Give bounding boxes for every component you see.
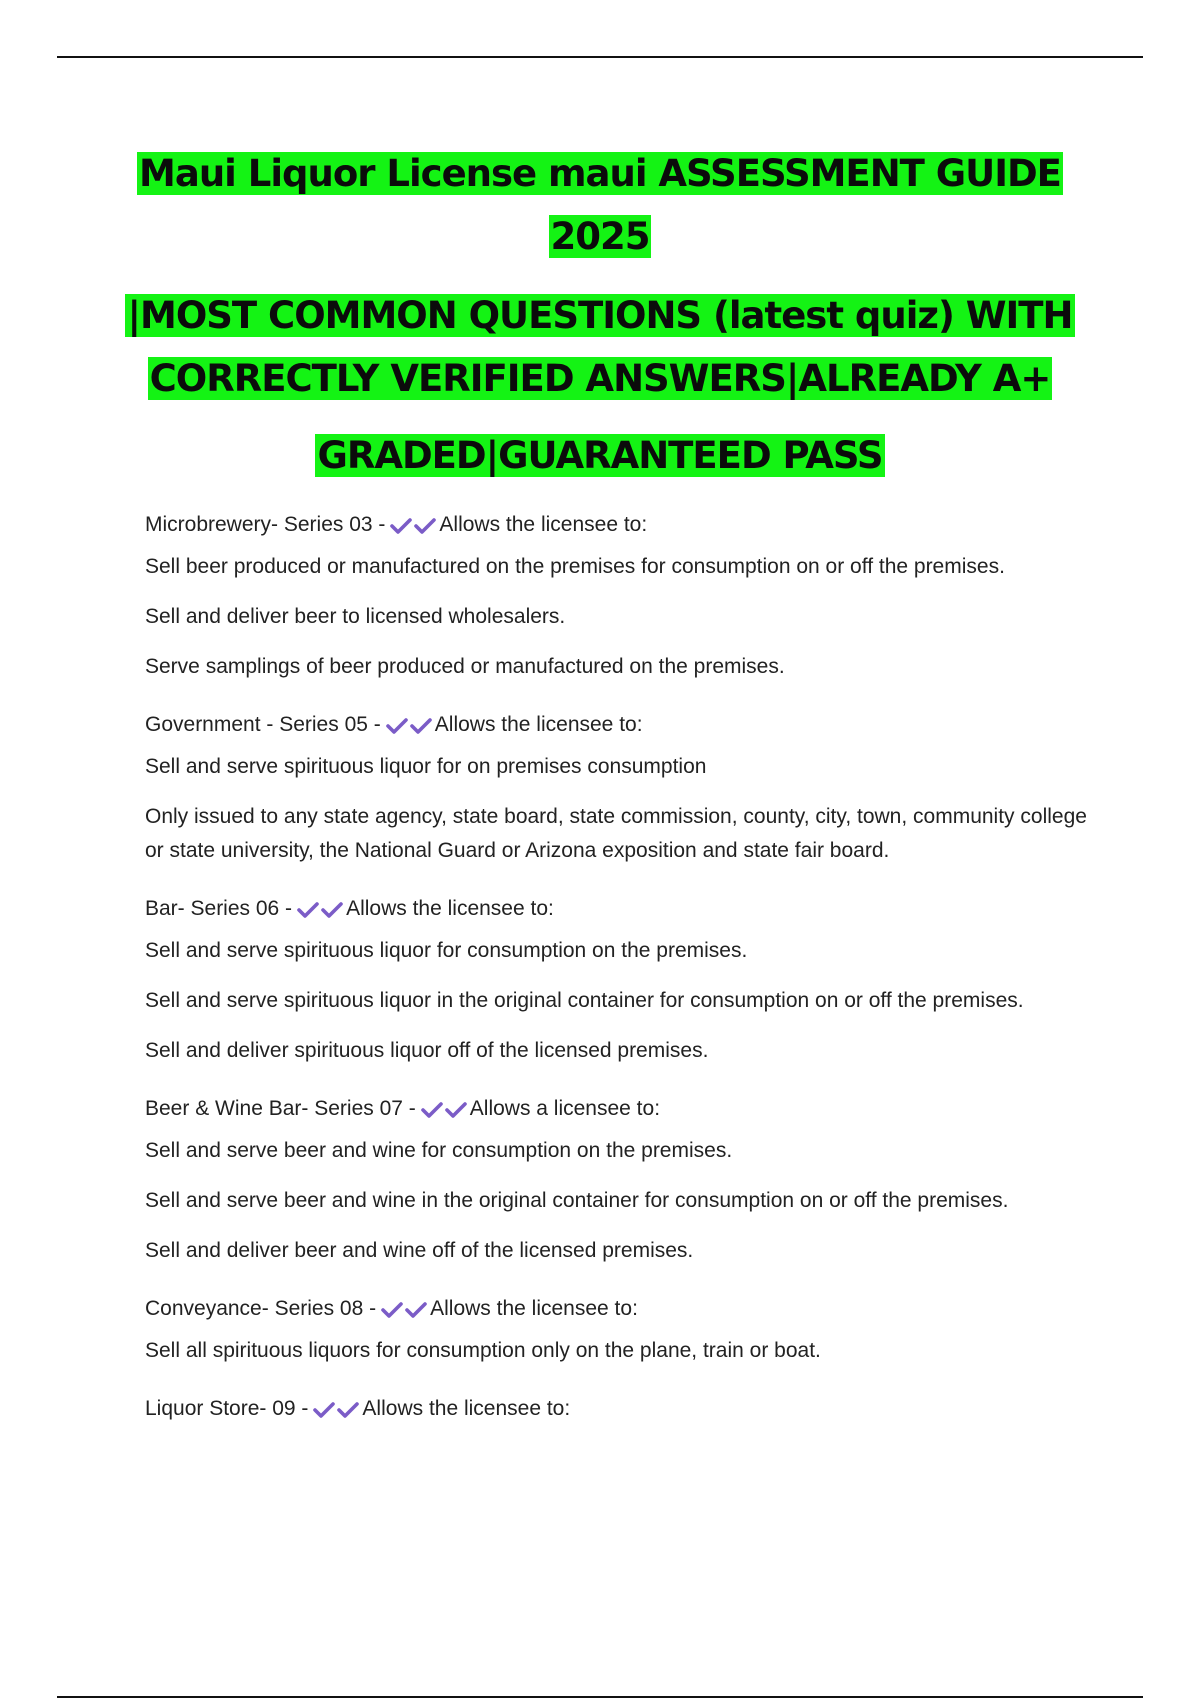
answer-line: Only issued to any state agency, state board, state commission, county, city, town, community college or state university, the National Guard or Arizona exposition and state fair board. bbox=[145, 805, 1087, 862]
question-prompt: Allows the licensee to: bbox=[430, 1297, 638, 1320]
question-line bbox=[145, 1284, 1095, 1334]
question-line bbox=[145, 700, 1095, 750]
double-checkmark-icon bbox=[380, 1284, 428, 1334]
question-prompt: Allows the licensee to: bbox=[434, 713, 643, 736]
qa-list bbox=[145, 500, 1095, 1434]
answer-line: Sell and serve spirituous liquor in the original container for consumption on or off the premises. bbox=[145, 989, 1024, 1012]
question-prompt: Allows a licensee to: bbox=[469, 1097, 661, 1120]
question-label: Government - Series 05 - bbox=[145, 713, 381, 736]
question-line bbox=[145, 884, 1095, 934]
answer-line: Sell and deliver beer and wine off of the licensed premises. bbox=[145, 1239, 694, 1262]
question-prompt: Allows the licensee to: bbox=[439, 513, 648, 536]
answer-line: Serve samplings of beer produced or manufactured on the premises. bbox=[145, 655, 785, 678]
double-checkmark-icon bbox=[296, 884, 344, 934]
title-line-3: |MOST COMMON QUESTIONS (latest quiz) WITH bbox=[127, 294, 1073, 337]
answer-line: Sell and serve spirituous liquor for consumption on the premises. bbox=[145, 939, 748, 962]
document-title bbox=[100, 142, 1100, 487]
header-rule bbox=[57, 56, 1143, 58]
double-checkmark-icon bbox=[312, 1384, 360, 1434]
double-checkmark-icon bbox=[385, 700, 433, 750]
answer-line: Sell and deliver spirituous liquor off of the licensed premises. bbox=[145, 1039, 709, 1062]
question-label: Microbrewery- Series 03 - bbox=[145, 513, 386, 536]
answer-line: Sell and serve beer and wine for consumption on the premises. bbox=[145, 1139, 733, 1162]
title-line-5: GRADED|GUARANTEED PASS bbox=[317, 434, 883, 477]
question-label: Liquor Store- 09 - bbox=[145, 1397, 309, 1420]
question-line bbox=[145, 1384, 1095, 1434]
answer-line: Sell all spirituous liquors for consumption only on the plane, train or boat. bbox=[145, 1339, 821, 1362]
title-line-1: Maui Liquor License maui ASSESSMENT GUIDE bbox=[139, 152, 1061, 195]
answer-line: Sell beer produced or manufactured on the premises for consumption on or off the premises. bbox=[145, 555, 1005, 578]
title-line-4: CORRECTLY VERIFIED ANSWERS|ALREADY A+ bbox=[149, 357, 1051, 400]
question-prompt: Allows the licensee to: bbox=[346, 897, 554, 920]
question-line bbox=[145, 1084, 1095, 1134]
question-label: Beer & Wine Bar- Series 07 - bbox=[145, 1097, 416, 1120]
question-prompt: Allows the licensee to: bbox=[362, 1397, 571, 1420]
double-checkmark-icon bbox=[420, 1084, 468, 1134]
question-line bbox=[145, 500, 1095, 550]
question-label: Bar- Series 06 - bbox=[145, 897, 293, 920]
answer-line: Sell and serve beer and wine in the original container for consumption on or off the premises. bbox=[145, 1189, 1009, 1212]
question-label: Conveyance- Series 08 - bbox=[145, 1297, 377, 1320]
double-checkmark-icon bbox=[389, 500, 437, 550]
footer-rule bbox=[57, 1696, 1143, 1698]
answer-line: Sell and serve spirituous liquor for on premises consumption bbox=[145, 755, 707, 778]
title-line-2: 2025 bbox=[550, 215, 650, 258]
answer-line: Sell and deliver beer to licensed wholesalers. bbox=[145, 605, 566, 628]
